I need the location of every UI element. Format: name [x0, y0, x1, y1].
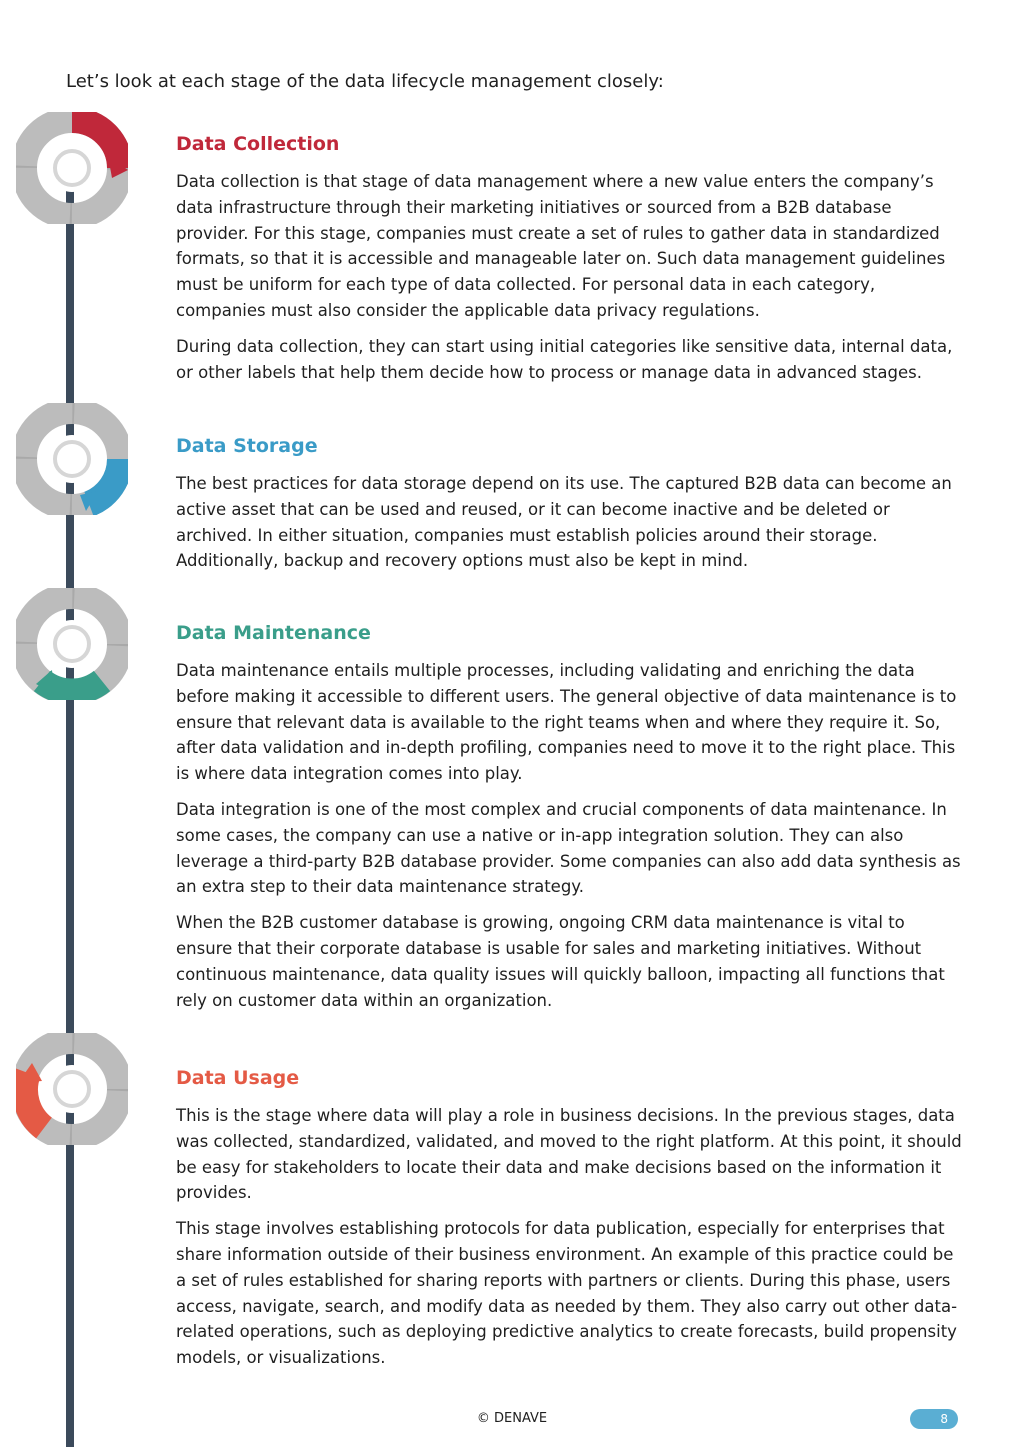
section-paragraph: When the B2B customer database is growing, ongoing CRM data maintenance is vital to ensure that their corporate database is usable for sales and marketing initiatives. Without continuous maintenance, data quality issues will quickly balloon, impacting all functions that rely on customer data within an organization.: [176, 913, 945, 1010]
footer-copyright: © DENAVE: [476, 1411, 548, 1426]
section-title: Data Maintenance: [176, 622, 371, 644]
section-paragraph: This is the stage where data will play a role in business decisions. In the previous stages, data was collected, standardized, validated, and moved to the right platform. At this point, it should be easy for stakeholders to locate their data and make decisions based on the information it provides.: [176, 1106, 962, 1203]
timeline-line: [66, 150, 74, 1447]
section-paragraph: This stage involves establishing protocols for data publication, especially for enterprises that share information outside of their business environment. An example of this practice could be a set of rules established for sharing reports with partners or clients. During this phase, users access, navigate, search, and modify data as needed by them. They also carry out other data-related operations, such as deploying predictive analytics to create forecasts, build propensity models, or visualizations.: [176, 1219, 958, 1368]
section-data-collection: [176, 131, 966, 395]
section-paragraph: The best practices for data storage depend on its use. The captured B2B data can become an active asset that can be used and reused, or it can become inactive and be deleted or archived. In either situation, companies must establish policies around their storage. Additionally, backup and recovery options must also be kept in mind.: [176, 474, 952, 571]
cycle-arrows-icon: [16, 588, 128, 700]
intro-text: Let’s look at each stage of the data lifecycle management closely:: [66, 71, 664, 92]
section-title: Data Usage: [176, 1067, 300, 1089]
section-data-maintenance: [176, 620, 966, 1023]
cycle-arrows-icon: [16, 112, 128, 224]
section-paragraph: During data collection, they can start using initial categories like sensitive data, internal data, or other labels that help them decide how to process or manage data in advanced stages.: [176, 336, 953, 382]
section-data-storage: [176, 433, 966, 584]
section-title: Data Collection: [176, 133, 340, 155]
section-data-usage: [176, 1065, 966, 1381]
section-paragraph: Data collection is that stage of data management where a new value enters the company’s data infrastructure through their marketing initiatives or sourced from a B2B database provider. For this stage, companies must create a set of rules to gather data in standardized formats, so that it is accessible and manageable later on. Such data management guidelines must be uniform for each type of data collected. For personal data in each category, companies must also consider the applicable data privacy regulations.: [176, 172, 946, 320]
section-paragraph: Data maintenance entails multiple processes, including validating and enriching the data before making it accessible to different users. The general objective of data maintenance is to ensure that relevant data is available to the right teams when and where they require it. So, after data validation and in-depth profiling, companies need to move it to the right place. This is where data integration comes into play.: [176, 661, 957, 784]
cycle-arrows-icon: [16, 1033, 128, 1145]
cycle-arrows-icon: [16, 403, 128, 515]
section-paragraph: Data integration is one of the most complex and crucial components of data maintenance. In some cases, the company can use a native or in-app integration solution. They can also leverage a third-party B2B database provider. Some companies can also add data synthesis as an extra step to their data maintenance strategy.: [176, 799, 961, 897]
section-title: Data Storage: [176, 435, 318, 457]
page-number-badge: 8: [910, 1409, 958, 1429]
